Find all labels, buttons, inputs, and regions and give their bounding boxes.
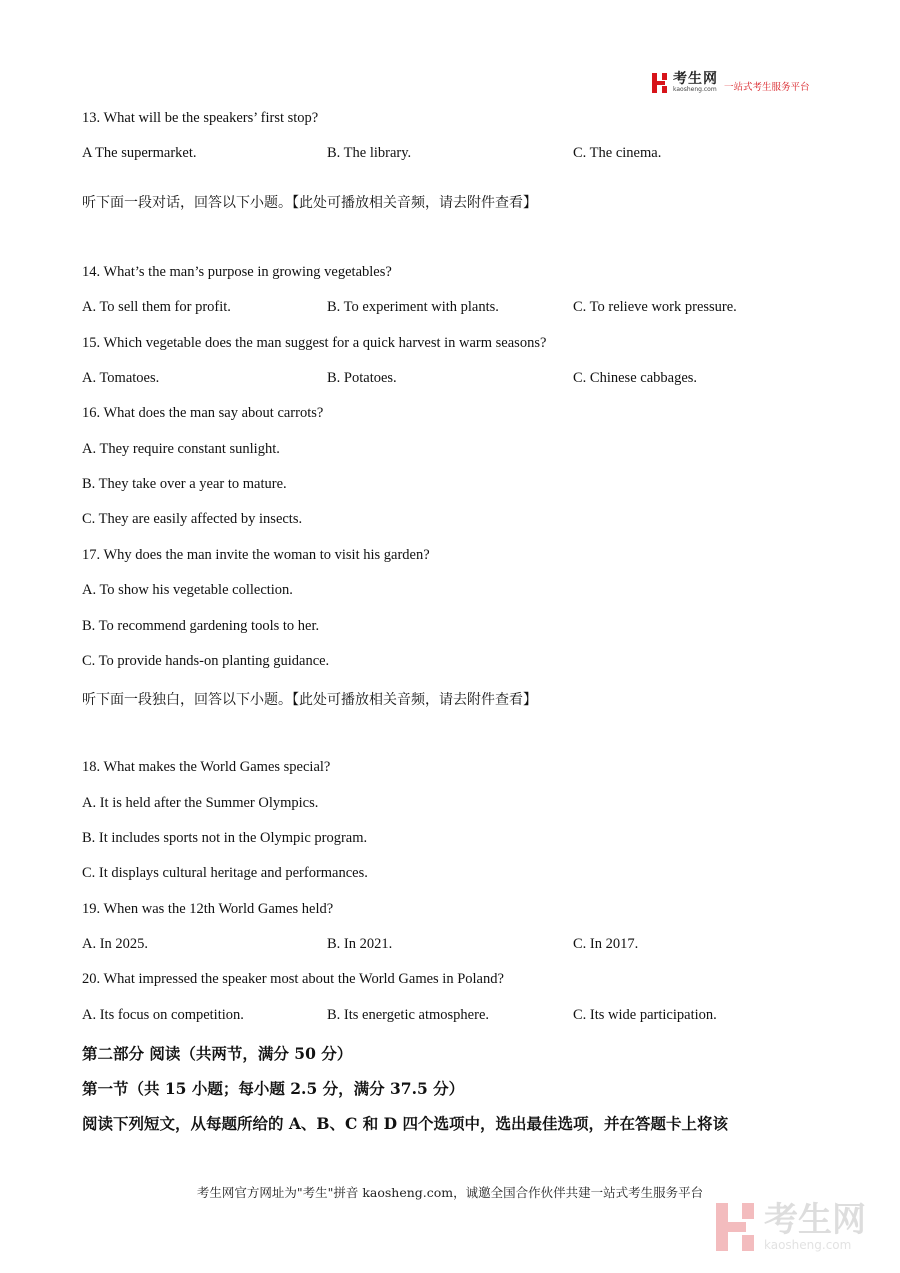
watermark-name: 考生网 bbox=[764, 1200, 866, 1240]
question-19: 19. When was the 12th World Games held? bbox=[82, 901, 334, 917]
logo-tagline: 一站式考生服务平台 bbox=[724, 81, 810, 93]
q20-option-c: C. Its wide participation. bbox=[573, 1007, 717, 1023]
section-1-heading: 第一节（共 15 小题；每小题 2.5 分，满分 37.5 分） bbox=[82, 1079, 465, 1098]
q20-option-a: A. Its focus on competition. bbox=[82, 1007, 244, 1023]
listening-instruction-1: 听下面一段对话，回答以下小题。【此处可播放相关音频，请去附件查看】 bbox=[82, 195, 537, 211]
question-13: 13. What will be the speakers’ first stop? bbox=[82, 110, 319, 126]
watermark bbox=[716, 1200, 866, 1252]
logo-name: 考生网 bbox=[673, 71, 718, 87]
header-logo bbox=[652, 72, 810, 93]
footer-text: 考生网官方网址为"考生"拼音 kaosheng.com，诚邀全国合作伙伴共建一站式考生服务平台 bbox=[196, 1185, 704, 1200]
q19-option-b: B. In 2021. bbox=[327, 936, 393, 952]
q18-option-c: C. It displays cultural heritage and performances. bbox=[82, 865, 368, 881]
q13-option-b: B. The library. bbox=[327, 145, 412, 161]
q16-option-c: C. They are easily affected by insects. bbox=[82, 511, 303, 527]
question-15: 15. Which vegetable does the man suggest for a quick harvest in warm seasons? bbox=[82, 335, 547, 351]
logo-domain: kaosheng.com bbox=[673, 86, 717, 93]
q15-option-b: B. Potatoes. bbox=[327, 370, 397, 386]
q17-option-a: A. To show his vegetable collection. bbox=[82, 582, 293, 598]
q17-option-c: C. To provide hands-on planting guidance. bbox=[82, 653, 330, 669]
q14-option-c: C. To relieve work pressure. bbox=[573, 299, 737, 315]
q15-option-a: A. Tomatoes. bbox=[82, 370, 160, 386]
reading-instruction: 阅读下列短文，从每题所给的 A、B、C 和 D 四个选项中，选出最佳选项，并在答题卡上将该 bbox=[82, 1114, 728, 1133]
q16-option-a: A. They require constant sunlight. bbox=[82, 441, 280, 457]
q19-option-c: C. In 2017. bbox=[573, 936, 639, 952]
q14-option-b: B. To experiment with plants. bbox=[327, 299, 499, 315]
question-16: 16. What does the man say about carrots? bbox=[82, 405, 324, 421]
watermark-domain: kaosheng.com bbox=[764, 1238, 852, 1252]
question-17: 17. Why does the man invite the woman to visit his garden? bbox=[82, 547, 430, 563]
q14-option-a: A. To sell them for profit. bbox=[82, 299, 231, 315]
q19-option-a: A. In 2025. bbox=[82, 936, 149, 952]
q15-option-c: C. Chinese cabbages. bbox=[573, 370, 698, 386]
q20-option-b: B. Its energetic atmosphere. bbox=[327, 1007, 489, 1023]
question-20: 20. What impressed the speaker most about the World Games in Poland? bbox=[82, 971, 504, 987]
q18-option-b: B. It includes sports not in the Olympic program. bbox=[82, 830, 368, 846]
part-2-heading: 第二部分 阅读（共两节，满分 50 分） bbox=[82, 1044, 353, 1063]
q17-option-b: B. To recommend gardening tools to her. bbox=[82, 618, 320, 634]
kaosheng-logo-icon bbox=[652, 73, 670, 93]
q13-option-c: C. The cinema. bbox=[573, 145, 662, 161]
watermark-logo-icon bbox=[716, 1203, 758, 1251]
q18-option-a: A. It is held after the Summer Olympics. bbox=[82, 795, 319, 811]
question-14: 14. What’s the man’s purpose in growing vegetables? bbox=[82, 264, 392, 280]
question-18: 18. What makes the World Games special? bbox=[82, 759, 331, 775]
listening-instruction-2: 听下面一段独白，回答以下小题。【此处可播放相关音频，请去附件查看】 bbox=[82, 692, 537, 708]
q16-option-b: B. They take over a year to mature. bbox=[82, 476, 287, 492]
q13-option-a: A The supermarket. bbox=[82, 145, 197, 161]
